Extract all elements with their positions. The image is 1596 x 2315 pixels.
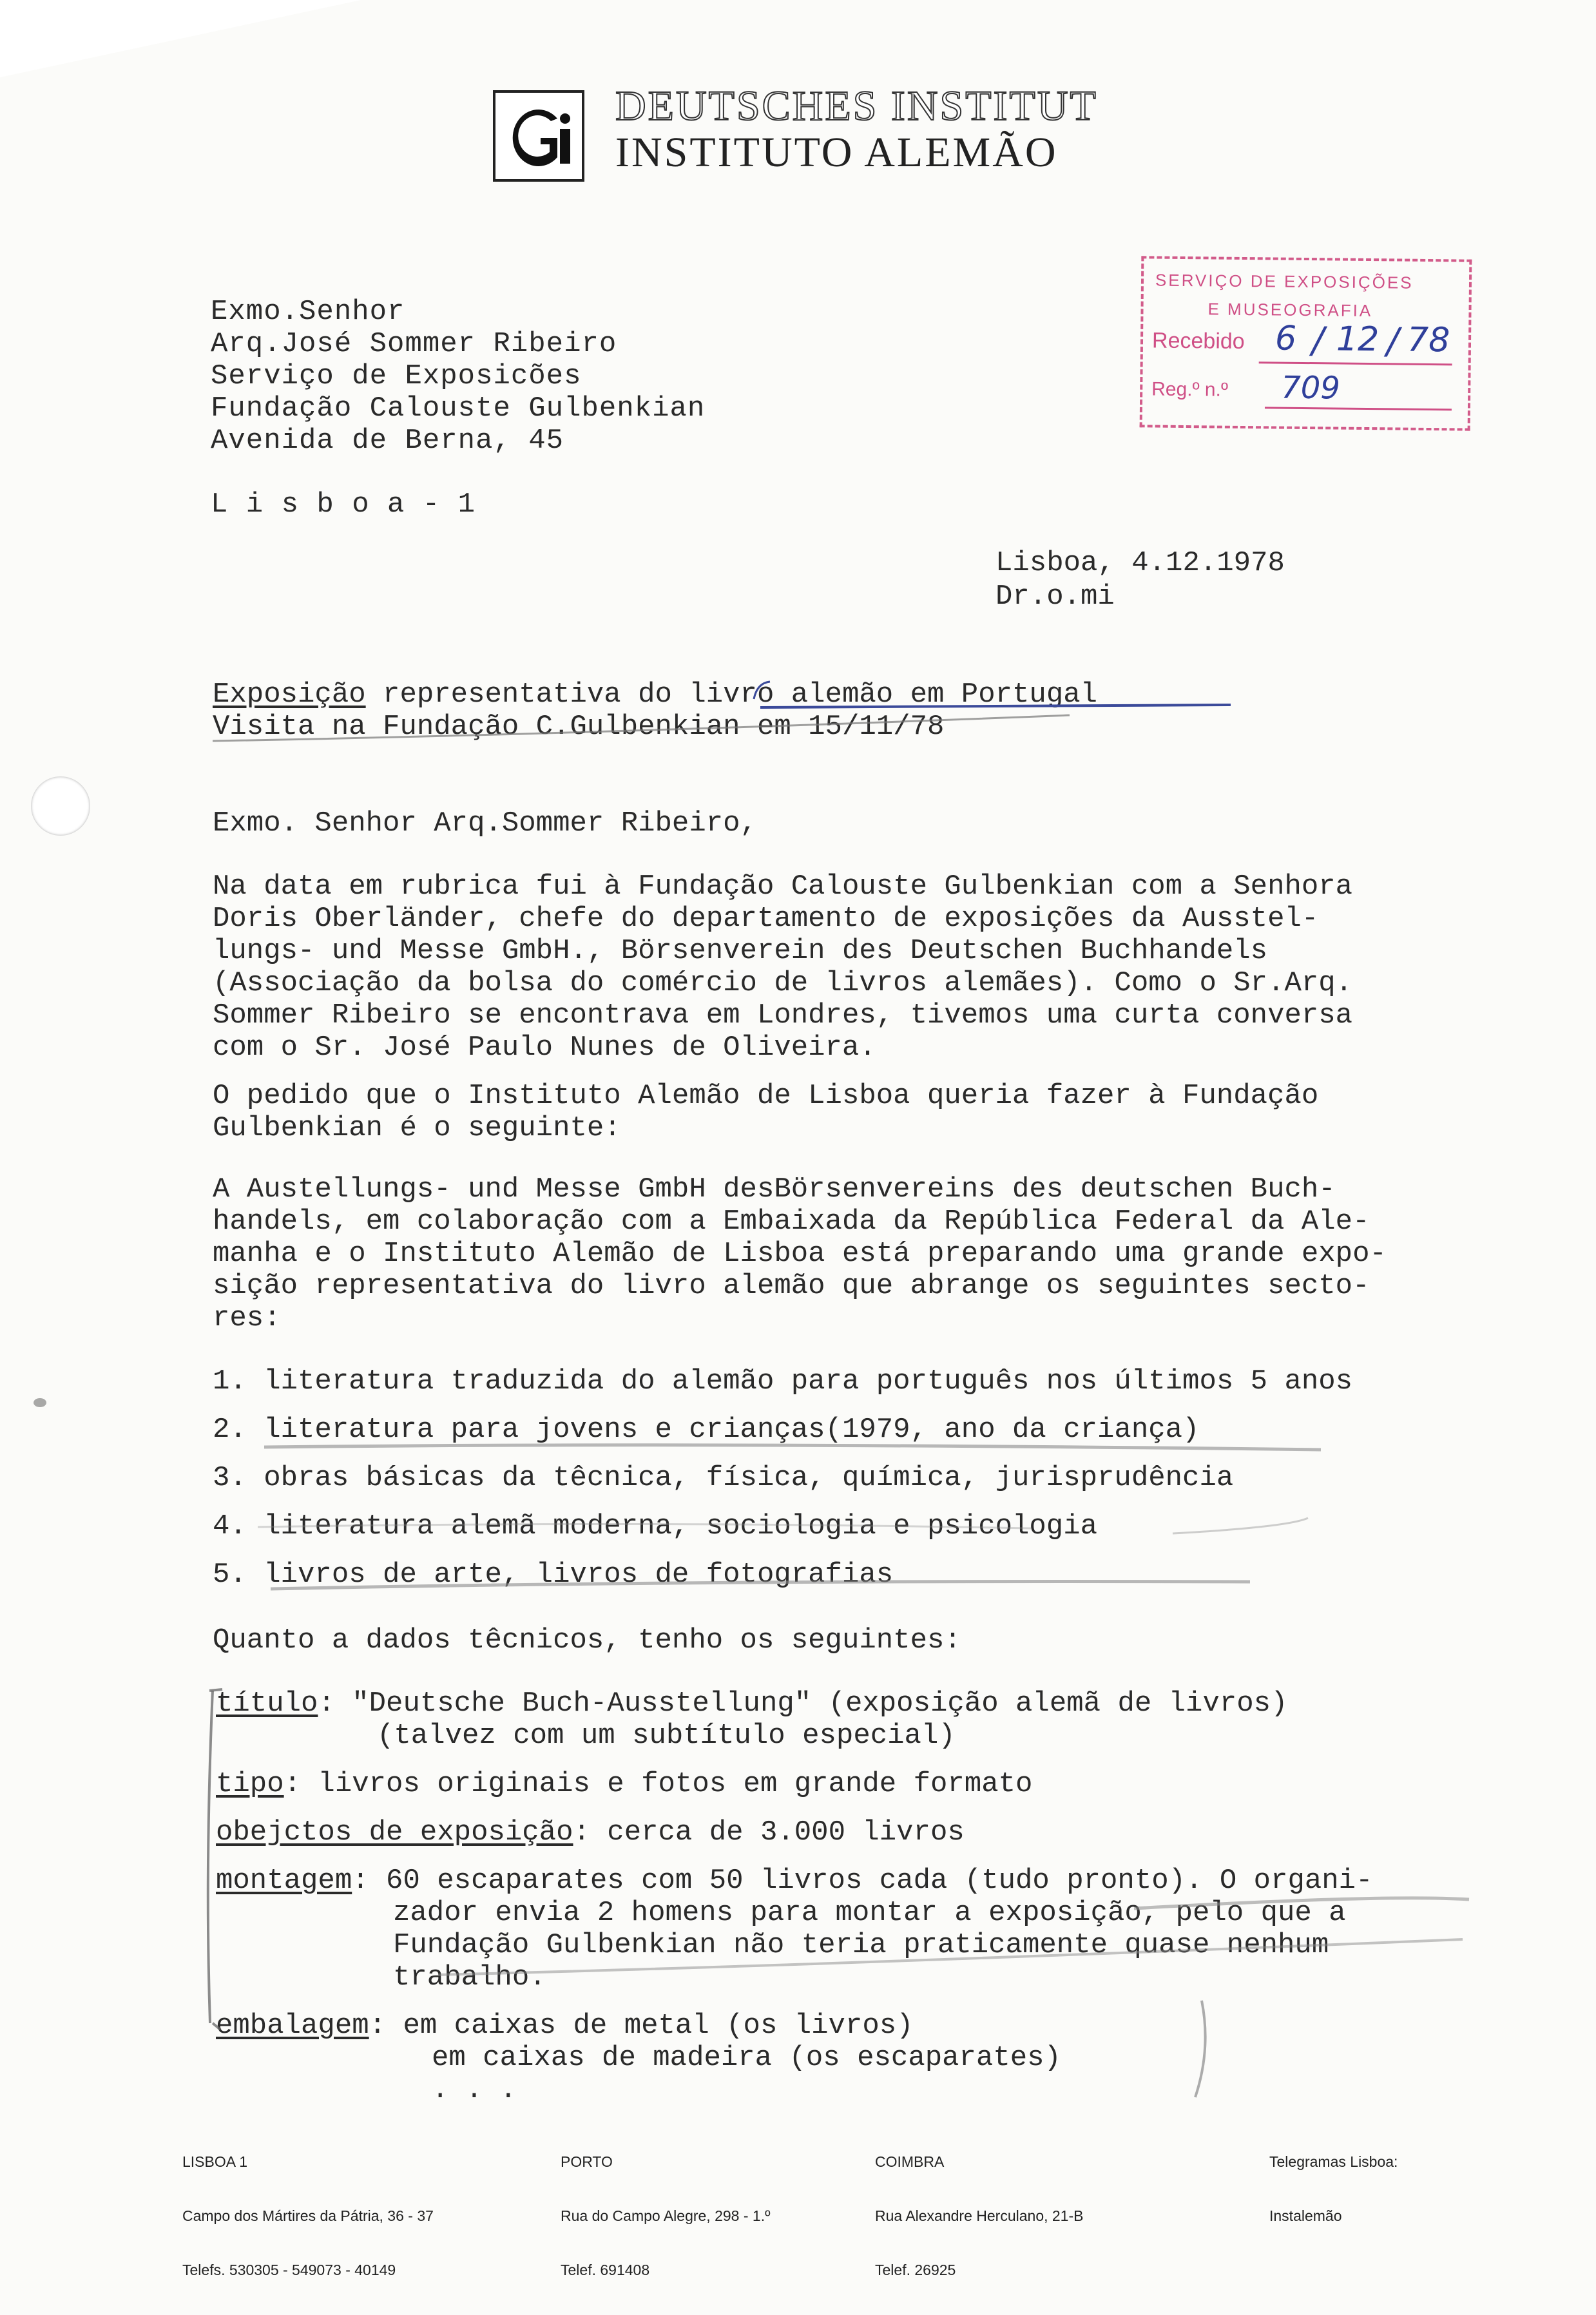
recipient-city: L i s b o a - 1	[211, 488, 476, 521]
punch-mark	[34, 1398, 46, 1407]
continuation-dots: . . .	[432, 2074, 517, 2106]
tech-value: : livros originais e fotos em grande formato	[284, 1768, 1033, 1800]
pencil-mark	[1173, 1518, 1308, 1533]
footer-phone: Telef. 691408	[561, 2262, 650, 2278]
footer-telegram-label: Telegramas Lisboa:	[1269, 2153, 1398, 2170]
tech-label: tipo	[216, 1768, 284, 1800]
tech-montagem-line: Fundação Gulbenkian não teria praticamente quase nenhum	[393, 1929, 1329, 1961]
paragraph-line: com o Sr. José Paulo Nunes de Oliveira.	[213, 1032, 876, 1064]
stamp-reg-label: Reg.º n.º	[1151, 378, 1229, 401]
subject-underlined-word: Exposição	[213, 678, 366, 711]
stamp-received-label: Recebido	[1151, 328, 1245, 354]
paragraph-line: sição representativa do livro alemão que abrange os seguintes secto-	[213, 1270, 1370, 1302]
tech-titulo-line-2: (talvez com um subtítulo especial)	[377, 1720, 956, 1752]
recipient-line: Avenida de Berna, 45	[211, 425, 564, 457]
subject-line-1-rest: representativa do livro alemão em Portugal	[365, 678, 1098, 711]
subject-line-1	[213, 678, 1097, 711]
pencil-mark	[1195, 2001, 1206, 2097]
pencil-bracket	[208, 1691, 213, 2023]
footer-phone: Telefs. 530305 - 549073 - 40149	[182, 2262, 396, 2278]
tech-montagem-line: trabalho.	[393, 1961, 546, 1993]
tech-label: montagem	[216, 1865, 352, 1897]
tech-label: obejctos de exposição	[216, 1816, 573, 1849]
list-item: 2. literatura para jovens e crianças(1979, ano da criança)	[213, 1414, 1200, 1446]
tech-value: : cerca de 3.000 livros	[573, 1816, 965, 1849]
footer-office-title: COIMBRA	[875, 2153, 945, 2170]
tech-montagem	[216, 1864, 1373, 1897]
footer-lisboa	[182, 2117, 434, 2315]
footer-coimbra	[875, 2117, 1083, 2315]
footer-address: Rua Alexandre Herculano, 21-B	[875, 2207, 1084, 2224]
stamp-received-day: 6	[1274, 319, 1297, 358]
institute-name-de: DEUTSCHES INSTITUT	[615, 82, 1098, 130]
list-item: 3. obras básicas da têcnica, física, química, jurisprudência	[213, 1462, 1234, 1494]
stamp-slash-icon: /	[1386, 320, 1399, 363]
footer-office-title: PORTO	[561, 2153, 613, 2170]
paragraph-line: Doris Oberländer, chefe do departamento de exposições da Ausstel-	[213, 903, 1319, 935]
salutation: Exmo. Senhor Arq.Sommer Ribeiro,	[213, 807, 757, 840]
tech-embalagem	[216, 2009, 914, 2042]
tech-value: : "Deutsche Buch-Ausstellung" (exposição alemã de livros)	[318, 1687, 1288, 1720]
stamp-line-1: SERVIÇO DE EXPOSIÇÕES	[1155, 270, 1414, 293]
paragraph-line: (Associação da bolsa do comércio de livros alemães). Como o Sr.Arq.	[213, 967, 1353, 999]
stamp-slash-icon: /	[1311, 320, 1325, 362]
footer-phone: Telef. 26925	[875, 2262, 956, 2278]
paragraph-line: handels, em colaboração com a Embaixada da República Federal da Ale-	[213, 1206, 1370, 1238]
tech-value: : em caixas de metal (os livros)	[369, 2010, 914, 2042]
logo-g-icon	[495, 93, 582, 179]
tech-titulo	[216, 1687, 1287, 1720]
paragraph-line: Sommer Ribeiro se encontrava em Londres, tivemos uma curta conversa	[213, 999, 1353, 1032]
footer-office-title: LISBOA 1	[182, 2153, 248, 2170]
recipient-line: Serviço de Exposicões	[211, 360, 582, 392]
torn-corner	[0, 0, 361, 77]
paragraph-line: O pedido que o Instituto Alemão de Lisboa queria fazer à Fundação	[213, 1080, 1319, 1112]
paragraph-line: Gulbenkian é o seguinte:	[213, 1112, 621, 1144]
paragraph-line: lungs- und Messe GmbH., Börsenverein des Deutschen Buchhandels	[213, 935, 1268, 967]
institute-logo	[493, 90, 584, 182]
institute-name-pt: INSTITUTO ALEMÃO	[615, 129, 1058, 176]
subject-line-2: Visita na Fundação C.Gulbenkian em 15/11/78	[213, 711, 945, 743]
list-item: 5. livros de arte, livros de fotografias	[213, 1559, 894, 1591]
list-item: 4. literatura alemã moderna, sociologia e psicologia	[213, 1510, 1098, 1542]
paragraph-line: res:	[213, 1302, 281, 1334]
tech-tipo	[216, 1767, 1032, 1801]
recipient-line: Arq.José Sommer Ribeiro	[211, 328, 617, 360]
letter-date: Lisboa, 4.12.1978	[995, 547, 1285, 579]
footer-address: Rua do Campo Alegre, 298 - 1.º	[561, 2207, 771, 2224]
footer-porto	[561, 2117, 770, 2315]
stamp-received-year: 78	[1407, 320, 1450, 360]
tech-label: embalagem	[216, 2010, 369, 2042]
tech-embalagem-line: em caixas de madeira (os escaparates)	[432, 2042, 1061, 2074]
footer-telegram-address: Instalemão	[1269, 2207, 1342, 2224]
footer-address: Campo dos Mártires da Pátria, 36 - 37	[182, 2207, 434, 2224]
stamp-received-month: 12	[1336, 320, 1380, 360]
footer-telegram	[1269, 2117, 1398, 2261]
paragraph-line: Na data em rubrica fui à Fundação Calouste Gulbenkian com a Senhora	[213, 870, 1353, 903]
recipient-line: Fundação Calouste Gulbenkian	[211, 392, 706, 425]
list-item: 1. literatura traduzida do alemão para português nos últimos 5 anos	[213, 1365, 1353, 1398]
tech-value: : 60 escaparates com 50 livros cada (tudo pronto). O organi-	[352, 1865, 1373, 1897]
tech-label: título	[216, 1687, 318, 1720]
stamp-reg-number: 709	[1280, 369, 1341, 407]
stamp-rule	[1265, 407, 1452, 410]
received-stamp	[1140, 256, 1472, 430]
stamp-line-2: E MUSEOGRAFIA	[1207, 299, 1373, 321]
recipient-line: Exmo.Senhor	[211, 296, 405, 328]
paragraph-line: A Austellungs- und Messe GmbH desBörsenvereins des deutschen Buch-	[213, 1173, 1336, 1206]
tech-objectos	[216, 1816, 965, 1849]
paragraph-line: manha e o Instituto Alemão de Lisboa está preparando uma grande expo-	[213, 1238, 1387, 1270]
punch-hole-icon	[31, 776, 90, 836]
tech-montagem-line: zador envia 2 homens para montar a exposição, pelo que a	[393, 1897, 1346, 1929]
letter-reference: Dr.o.mi	[995, 581, 1115, 613]
stamp-rule	[1259, 361, 1452, 365]
technical-intro: Quanto a dados têcnicos, tenho os seguintes:	[213, 1624, 961, 1657]
